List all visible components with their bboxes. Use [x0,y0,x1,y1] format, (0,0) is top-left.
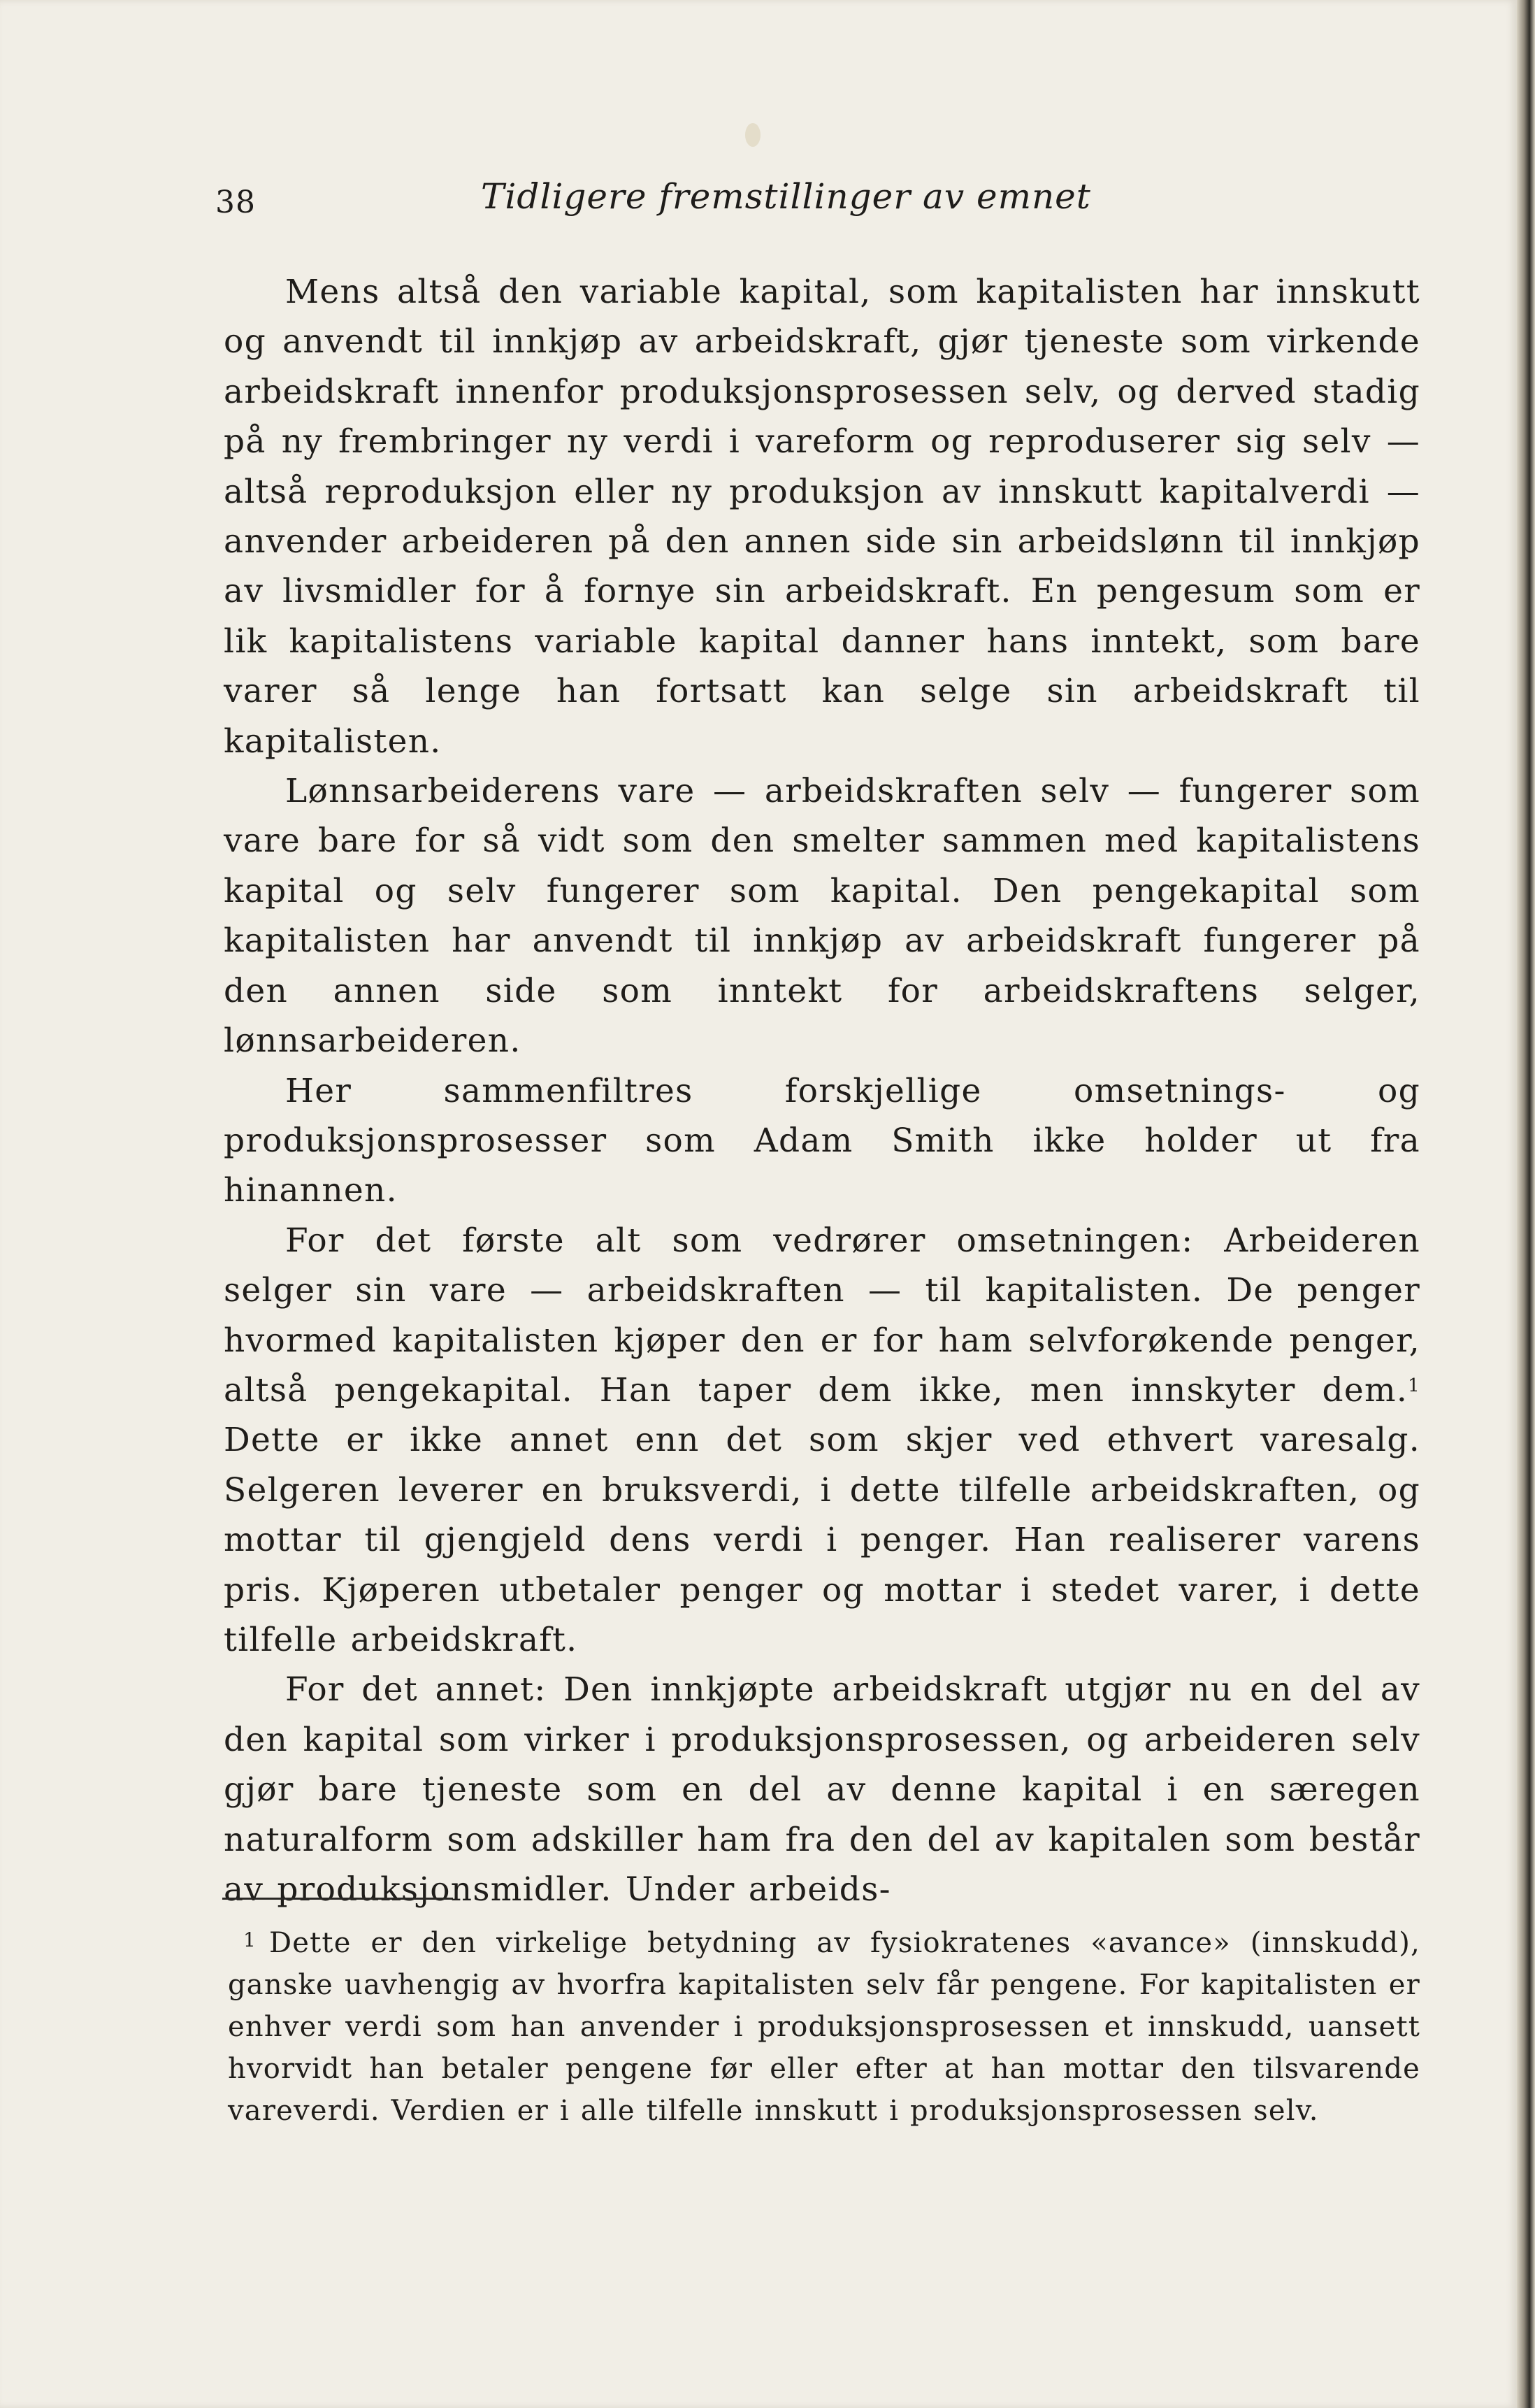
page-number: 38 [215,185,256,220]
footnote-marker: 1 [243,1928,257,1951]
paragraph-4-part-2: Dette er ikke annet enn det som skjer ved ethvert varesalg. Selgeren leverer en bruksverdi, i dette tilfelle arbeidskraften, og mottar til gjengjeld dens verdi i penger. Han realiserer varens pris. Kjøperen utbetaler penger og mottar i stedet varer, i dette tilfelle arbeidskraft. [224,1421,1420,1659]
paper-smudge [745,123,761,147]
paragraph-4 [224,1216,1420,1665]
paragraph-2: Lønnsarbeiderens vare — arbeidskraften selv — fungerer som vare bare for så vidt som den smelter sammen med kapitalistens kapital og selv fungerer som kapital. Den pengekapital som kapitalisten har anvendt til innkjøp av arbeidskraft fungerer på den annen side som inntekt for arbeidskraftens selger, lønnsarbeideren. [224,772,1420,1061]
paragraph-5: For det annet: Den innkjøpte arbeidskraft utgjør nu en del av den kapital som virker i produksjonsprosessen, og arbeideren selv gjør bare tjeneste som en del av denne kapital i en særegen naturalform som adskiller ham fra den del av kapitalen som består av produksjonsmidler. Under arbeids- [224,1670,1420,1909]
paragraph-3: Her sammenfiltres forskjellige omsetnings- og produksjonsprosesser som Adam Smith ikke holder ut fra hinannen. [224,1071,1420,1210]
main-text [224,267,1420,1914]
paragraph-1: Mens altså den variable kapital, som kapitalisten har innskutt og anvendt til innkjøp av arbeidskraft, gjør tjeneste som virkende arbeidskraft innenfor produksjonsprosessen selv, og derved stadig på ny frembringer ny verdi i vareform og reproduserer sig selv — altså reproduksjon eller ny produksjon av innskutt kapitalverdi — anvender arbeideren på den annen side sin arbeidslønn til innkjøp av livsmidler for å fornye sin arbeidskraft. En pengesum som er lik kapitalistens variable kapital danner hans inntekt, som bare varer så lenge han fortsatt kan selge sin arbeidskraft til kapitalisten. [224,273,1420,761]
footnote-divider [222,1898,453,1900]
running-title: Tidligere fremstillinger av emnet [481,176,1091,217]
footnote [228,1919,1420,2132]
footnote-text: Dette er den virkelige betydning av fysiokratenes «avance» (innskudd), ganske uavhengig av hvorfra kapitalisten selv får pengene. For kapitalisten er enhver verdi som han anvender i produksjonsprosessen et innskudd, uansett hvorvidt han betaler pengene før eller efter at han mottar den tilsvarende vareverdi. Verdien er i alle tilfelle innskutt i produksjonsprosessen selv. [228,1927,1420,2127]
page-header [215,176,1418,232]
footnote-reference: 1 [1408,1375,1420,1396]
book-binding-edge [1517,0,1535,2408]
paragraph-4-part-1: For det første alt som vedrører omsetningen: Arbeideren selger sin vare — arbeidskraften — til kapitalisten. De penger hvormed kapitalisten kjøper den er for ham selvforøkende penger, altså pengekapital. Han taper dem ikke, men innskyter dem. [224,1221,1420,1410]
